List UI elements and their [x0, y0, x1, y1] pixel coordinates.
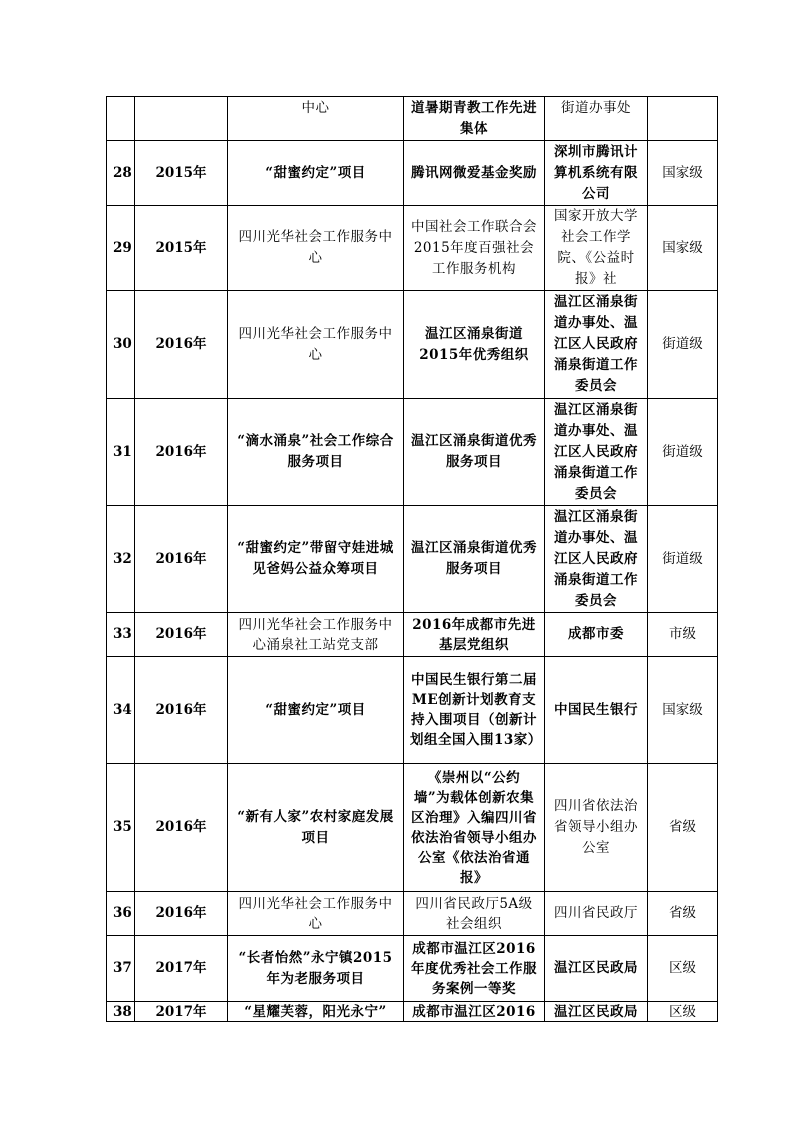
cell-honor: 中国社会工作联合会2015年度百强社会工作服务机构	[404, 206, 545, 291]
cell-project: “甜蜜约定”项目	[228, 141, 404, 206]
table-row	[107, 892, 718, 936]
cell-no: 28	[107, 141, 135, 206]
cell-honor: 2016年成都市先进基层党组织	[404, 613, 545, 657]
cell-year: 2016年	[135, 764, 228, 892]
cell-honor: 中国民生银行第二届ME创新计划教育支持入围项目（创新计划组全国入围13家）	[404, 657, 545, 764]
cell-level: 街道级	[648, 506, 718, 613]
cell-no: 37	[107, 936, 135, 1002]
cell-project: “星耀芙蓉，阳光永宁”	[228, 1002, 404, 1022]
cell-issuer: 温江区涌泉街道办事处、温江区人民政府涌泉街道工作委员会	[545, 506, 648, 613]
cell-year: 2016年	[135, 506, 228, 613]
cell-year: 2017年	[135, 936, 228, 1002]
cell-project: “甜蜜约定”带留守娃进城见爸妈公益众筹项目	[228, 506, 404, 613]
cell-honor: 成都市温江区2016	[404, 1002, 545, 1022]
cell-level	[648, 97, 718, 141]
cell-no	[107, 97, 135, 141]
cell-honor: 温江区涌泉街道优秀服务项目	[404, 399, 545, 506]
cell-honor: 《崇州以“公约墙”为载体创新农集区治理》入编四川省依法治省领导小组办公室《依法治省通报》	[404, 764, 545, 892]
cell-issuer: 国家开放大学社会工作学院、《公益时报》社	[545, 206, 648, 291]
cell-year	[135, 97, 228, 141]
cell-no: 29	[107, 206, 135, 291]
cell-no: 35	[107, 764, 135, 892]
cell-level: 省级	[648, 764, 718, 892]
cell-honor: 成都市温江区2016年度优秀社会工作服务案例一等奖	[404, 936, 545, 1002]
cell-no: 31	[107, 399, 135, 506]
awards-table	[106, 96, 718, 1022]
cell-year: 2016年	[135, 892, 228, 936]
table-row	[107, 141, 718, 206]
cell-honor: 温江区涌泉街道优秀服务项目	[404, 506, 545, 613]
cell-project: 四川光华社会工作服务中心	[228, 892, 404, 936]
cell-project: “长者怡然”永宁镇2015年为老服务项目	[228, 936, 404, 1002]
cell-level: 街道级	[648, 399, 718, 506]
cell-year: 2015年	[135, 141, 228, 206]
cell-year: 2015年	[135, 206, 228, 291]
table-row	[107, 764, 718, 892]
table-row	[107, 936, 718, 1002]
cell-honor: 四川省民政厅5A级社会组织	[404, 892, 545, 936]
cell-project: 四川光华社会工作服务中心涌泉社工站党支部	[228, 613, 404, 657]
cell-level: 区级	[648, 936, 718, 1002]
table-row	[107, 206, 718, 291]
cell-level: 区级	[648, 1002, 718, 1022]
cell-no: 38	[107, 1002, 135, 1022]
cell-project: “滴水涌泉”社会工作综合服务项目	[228, 399, 404, 506]
cell-project: “新有人家”农村家庭发展项目	[228, 764, 404, 892]
table-row	[107, 291, 718, 399]
cell-year: 2016年	[135, 613, 228, 657]
cell-issuer: 温江区民政局	[545, 1002, 648, 1022]
cell-no: 32	[107, 506, 135, 613]
cell-honor: 道暑期青教工作先进集体	[404, 97, 545, 141]
cell-year: 2016年	[135, 657, 228, 764]
table-row	[107, 399, 718, 506]
table-row	[107, 613, 718, 657]
cell-project: 中心	[228, 97, 404, 141]
cell-issuer: 四川省民政厅	[545, 892, 648, 936]
cell-issuer: 温江区民政局	[545, 936, 648, 1002]
cell-project: 四川光华社会工作服务中心	[228, 206, 404, 291]
cell-no: 36	[107, 892, 135, 936]
cell-honor: 温江区涌泉街道2015年优秀组织	[404, 291, 545, 399]
cell-level: 省级	[648, 892, 718, 936]
table-row	[107, 657, 718, 764]
cell-level: 街道级	[648, 291, 718, 399]
cell-project: 四川光华社会工作服务中心	[228, 291, 404, 399]
cell-no: 34	[107, 657, 135, 764]
cell-level: 市级	[648, 613, 718, 657]
cell-year: 2017年	[135, 1002, 228, 1022]
table-row	[107, 506, 718, 613]
cell-issuer: 深圳市腾讯计算机系统有限公司	[545, 141, 648, 206]
cell-year: 2016年	[135, 399, 228, 506]
cell-issuer: 四川省依法治省领导小组办公室	[545, 764, 648, 892]
cell-level: 国家级	[648, 657, 718, 764]
cell-issuer: 温江区涌泉街道办事处、温江区人民政府涌泉街道工作委员会	[545, 399, 648, 506]
cell-issuer: 温江区涌泉街道办事处、温江区人民政府涌泉街道工作委员会	[545, 291, 648, 399]
cell-honor: 腾讯网微爱基金奖励	[404, 141, 545, 206]
cell-issuer: 街道办事处	[545, 97, 648, 141]
cell-issuer: 成都市委	[545, 613, 648, 657]
cell-year: 2016年	[135, 291, 228, 399]
cell-issuer: 中国民生银行	[545, 657, 648, 764]
table-row	[107, 1002, 718, 1022]
cell-level: 国家级	[648, 206, 718, 291]
document-page	[106, 96, 718, 1022]
cell-no: 30	[107, 291, 135, 399]
table-row	[107, 97, 718, 141]
cell-no: 33	[107, 613, 135, 657]
cell-project: “甜蜜约定”项目	[228, 657, 404, 764]
cell-level: 国家级	[648, 141, 718, 206]
